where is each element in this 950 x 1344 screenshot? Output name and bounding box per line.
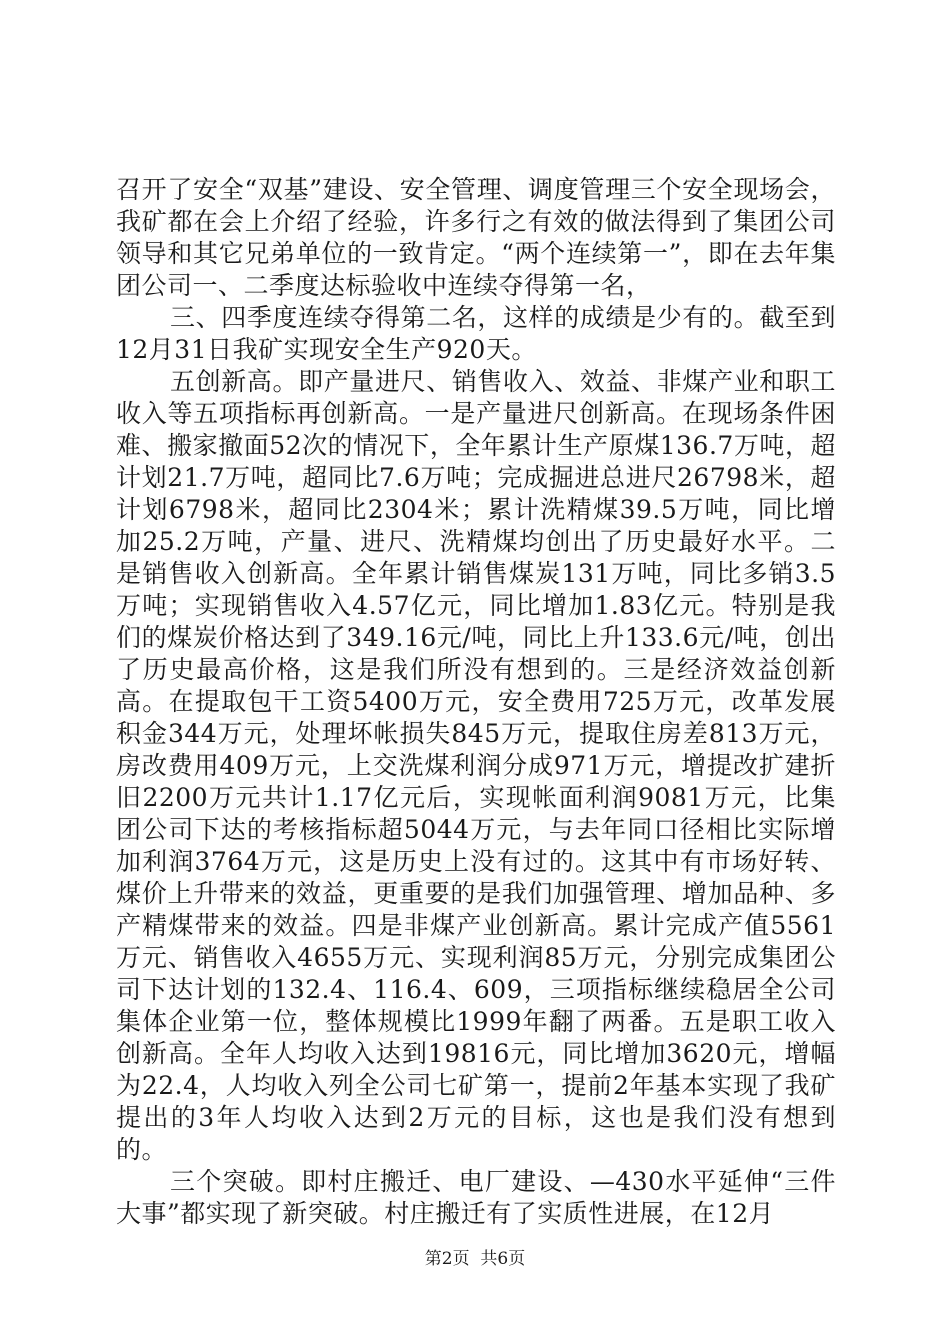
page-footer: 第2页 共6页 (424, 1249, 526, 1269)
paragraph-3: 五创新高。即产量进尺、销售收入、效益、非煤产业和职工收入等五项指标再创新高。一是产量进尺创新高。在现场条件困难、搬家撤面52次的情况下，全年累计生产原煤136.7万吨，超计划21.7万吨，超同比7.6万吨；完成掘进总进尺26798米，超计划6798米，超同比2304米；累计洗精煤39.5万吨，同比增加25.2万吨，产量、进尺、洗精煤均创出了历史最好水平。二是销售收入创新高。全年累计销售煤炭131万吨，同比多销3.5万吨；实现销售收入4.57亿元，同比增加1.83亿元。特别是我们的煤炭价格达到了349.16元/吨，同比上升133.6元/吨，创出了历史最高价格，这是我们所没有想到的。三是经济效益创新高。在提取包干工资5400万元，安全费用725万元，改革发展积金344万元，处理坏帐损失845万元，提取住房差813万元，房改费用409万元，上交洗煤利润分成971万元，增提改扩建折旧2200万元共计1.17亿元后，实现帐面利润9081万元，比集团公司下达的考核指标超5044万元，与去年同口径相比实际增加利润3764万元，这是历史上没有过的。这其中有市场好转、煤价上升带来的效益，更重要的是我们加强管理、增加品种、多产精煤带来的效益。四是非煤产业创新高。累计完成产值5561万元、销售收入4655万元、实现利润85万元，分别完成集团公司下达计划的132.4、116.4、609，三项指标继续稳居全公司集体企业第一位，整体规模比1999年翻了两番。五是职工收入创新高。全年人均收入达到19816元，同比增加3620元，增幅为22.4，人均收入列全公司七矿第一，提前2年基本实现了我矿提出的3年人均收入达到2万元的目标，这也是我们没有想到的。 (116, 367, 836, 1164)
paragraph-4: 三个突破。即村庄搬迁、电厂建设、—430水平延伸“三件大事”都实现了新突破。村庄搬迁有了实质性进展，在12月 (116, 1167, 836, 1228)
paragraph-1: 召开了安全“双基”建设、安全管理、调度管理三个安全现场会，我矿都在会上介绍了经验，许多行之有效的做法得到了集团公司领导和其它兄弟单位的一致肯定。“两个连续第一”，即在去年集团公司一、二季度达标验收中连续夺得第一名， (116, 175, 836, 300)
paragraph-2: 三、四季度连续夺得第二名，这样的成绩是少有的。截至到12月31日我矿实现安全生产920天。 (116, 303, 836, 364)
document-body (116, 174, 836, 1230)
